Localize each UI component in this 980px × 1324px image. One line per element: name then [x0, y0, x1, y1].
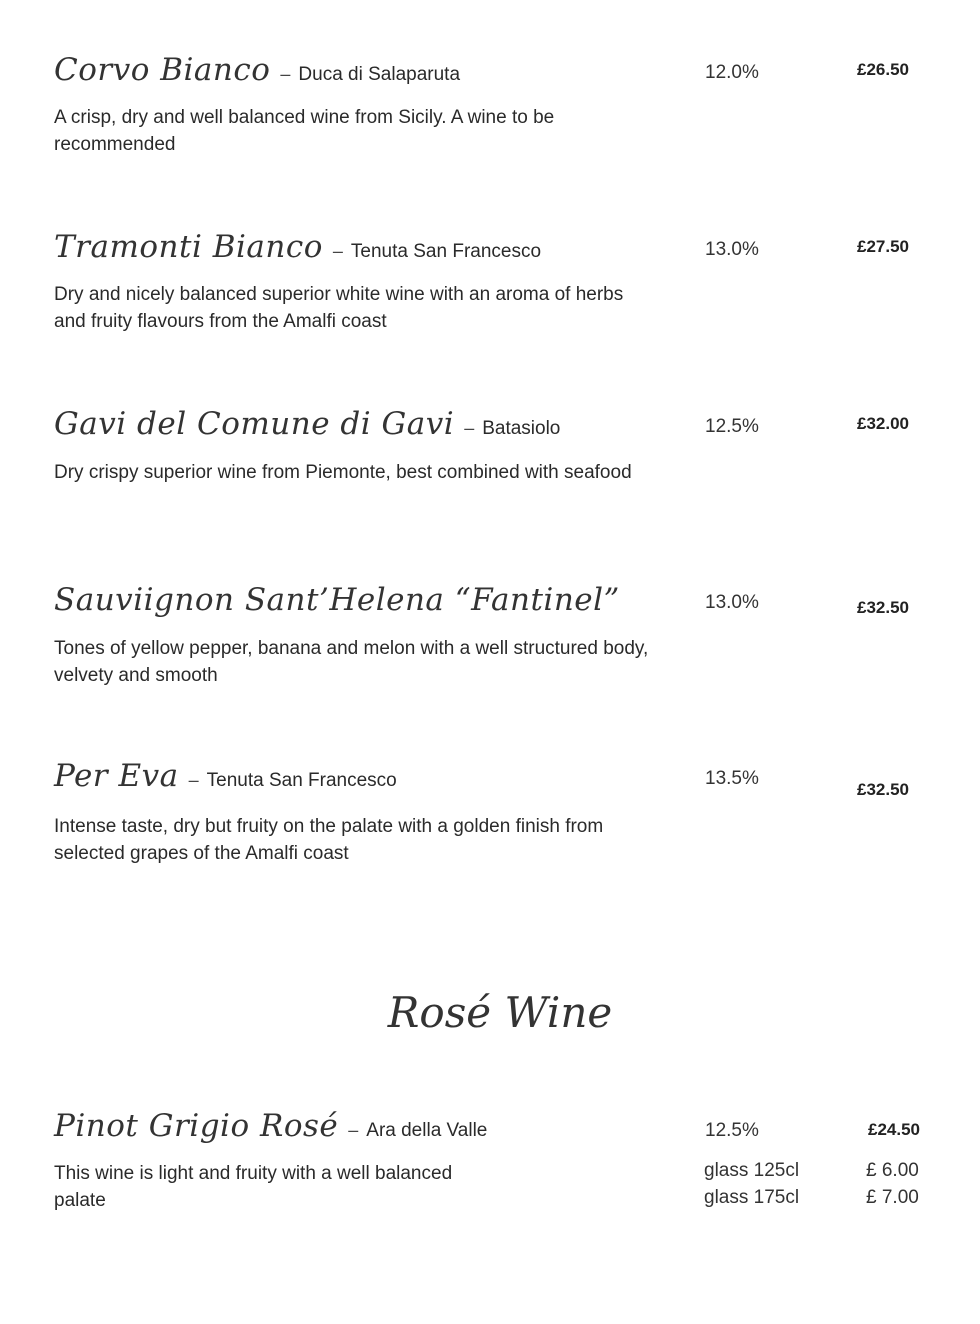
wine-description: Intense taste, dry but fruity on the palate with a golden finish from selected grapes of the Amalfi coast	[54, 816, 604, 864]
wine-abv: 12.0%	[705, 62, 759, 83]
separator: –	[188, 770, 199, 790]
wine-price: £26.50	[857, 60, 909, 79]
glass-price: £ 6.00	[866, 1160, 919, 1181]
wine-price: £32.50	[857, 780, 909, 799]
wine-abv: 12.5%	[705, 1120, 759, 1141]
separator: –	[464, 418, 475, 438]
wine-name: Sauviignon Sant’Helena “Fantinel”	[54, 582, 620, 618]
wine-abv: 13.0%	[705, 592, 759, 613]
wine-description: Tones of yellow pepper, banana and melon with a well structured body, velvety and smooth	[54, 638, 649, 686]
wine-entry	[54, 582, 934, 712]
wine-name: Per Eva	[54, 758, 179, 794]
wine-name: Corvo Bianco	[54, 52, 271, 88]
wine-name: Gavi del Comune di Gavi	[54, 406, 455, 442]
wine-price: £24.50	[868, 1120, 920, 1139]
glass-size: glass 175cl	[704, 1187, 800, 1208]
wine-entry-rose	[54, 1108, 934, 1238]
wine-price: £27.50	[857, 237, 909, 256]
wine-name: Tramonti Bianco	[54, 229, 323, 265]
separator: –	[280, 64, 291, 84]
wine-description: Dry crispy superior wine from Piemonte, best combined with seafood	[54, 462, 632, 483]
wine-abv: 13.5%	[705, 768, 759, 789]
wine-producer: Duca di Salaparuta	[298, 64, 461, 85]
glass-price: £ 7.00	[866, 1187, 919, 1208]
wine-abv: 13.0%	[705, 239, 759, 260]
wine-entry	[54, 229, 934, 359]
wine-price: £32.50	[857, 598, 909, 617]
wine-entry	[54, 758, 934, 888]
separator: –	[348, 1120, 359, 1140]
section-title-rose: Rosé Wine	[387, 988, 613, 1037]
wine-entry	[54, 406, 934, 536]
wine-description: Dry and nicely balanced superior white wine with an aroma of herbs and fruity flavours from the Amalfi coast	[54, 284, 624, 332]
wine-abv: 12.5%	[705, 416, 759, 437]
separator: –	[332, 241, 343, 261]
glass-size: glass 125cl	[704, 1160, 800, 1181]
wine-producer: Ara della Valle	[366, 1120, 488, 1141]
wine-name: Pinot Grigio Rosé	[54, 1108, 339, 1144]
wine-producer: Tenuta San Francesco	[206, 770, 397, 791]
wine-producer: Batasiolo	[482, 418, 561, 439]
wine-description: This wine is light and fruity with a well balanced palate	[54, 1163, 453, 1211]
wine-producer: Tenuta San Francesco	[350, 241, 542, 262]
wine-entry	[54, 52, 934, 182]
wine-price: £32.00	[857, 414, 909, 433]
wine-description: A crisp, dry and well balanced wine from Sicily. A wine to be recommended	[54, 107, 555, 155]
